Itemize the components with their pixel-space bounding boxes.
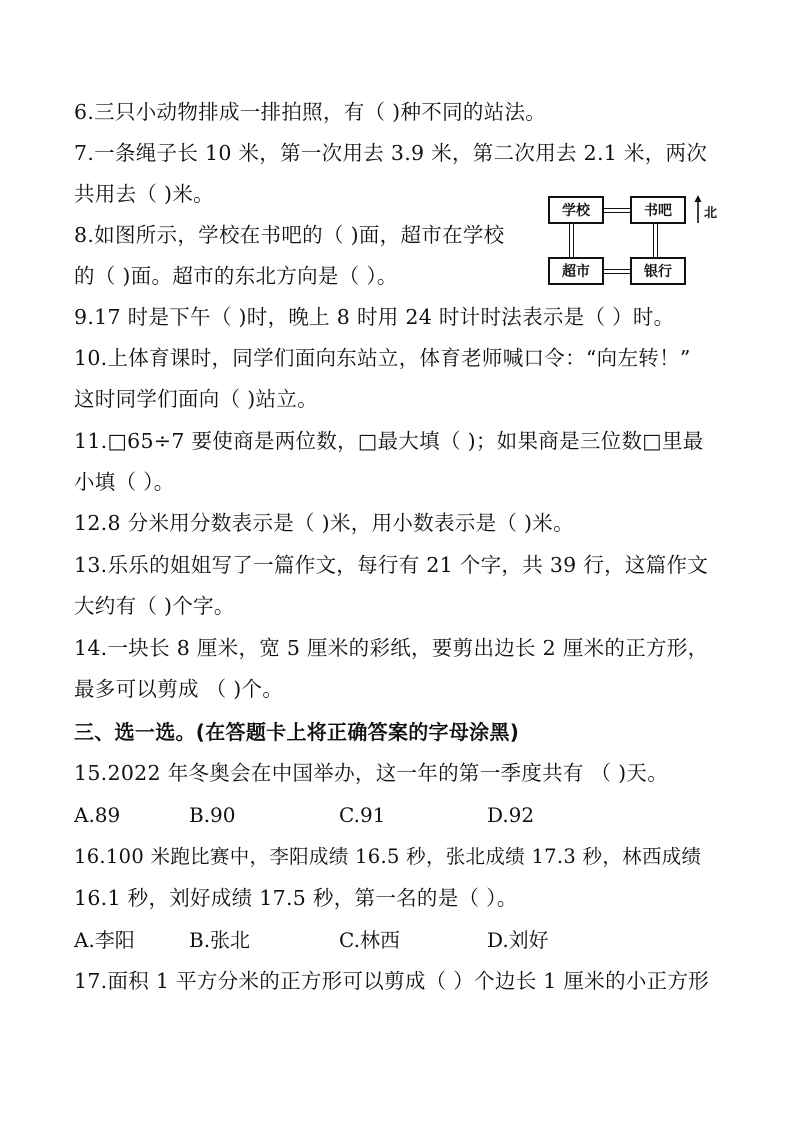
- question-14-line1: 14.一块长 8 厘米，宽 5 厘米的彩纸，要剪出边长 2 厘米的正方形，: [74, 636, 709, 660]
- q16-option-a: A.李阳: [74, 928, 135, 952]
- q15-option-a: A.89: [74, 803, 121, 827]
- map-bookbar: 书吧: [630, 196, 686, 224]
- section-3-heading: 三、选一选。(在答题卡上将正确答案的字母涂黑): [74, 720, 520, 744]
- question-10-line2: 这时同学们面向（ )站立。: [74, 387, 318, 411]
- q16-option-d: D.刘好: [487, 928, 549, 952]
- q15-option-b: B.90: [189, 803, 236, 827]
- question-14-line2: 最多可以剪成 （ )个。: [74, 677, 284, 701]
- question-7-line1: 7.一条绳子长 10 米，第一次用去 3.9 米，第二次用去 2.1 米，两次: [74, 141, 708, 165]
- map-school: 学校: [548, 196, 604, 224]
- q16-option-c: C.林西: [339, 928, 400, 952]
- map-bank: 银行: [630, 257, 686, 285]
- question-11-line2: 小填（ ）。: [74, 470, 175, 494]
- question-13-line2: 大约有（ )个字。: [74, 594, 235, 618]
- north-arrow-icon: [693, 195, 703, 225]
- question-16-line2: 16.1 秒，刘好成绩 17.5 秒，第一名的是（ ）。: [74, 886, 518, 910]
- question-8-line2: 的（ )面。超市的东北方向是（ ）。: [74, 264, 398, 288]
- north-label: 北: [704, 206, 718, 221]
- question-8-line1: 8.如图所示，学校在书吧的（ )面，超市在学校: [74, 223, 505, 247]
- q15-option-c: C.91: [339, 803, 386, 827]
- question-9: 9.17 时是下午（ )时，晚上 8 时用 24 时计时法表示是（ ）时。: [74, 305, 675, 329]
- q16-option-b: B.张北: [189, 928, 251, 952]
- question-7-line2: 共用去（ )米。: [74, 182, 214, 206]
- question-17: 17.面积 1 平方分米的正方形可以剪成（ ）个边长 1 厘米的小正方形: [74, 969, 710, 993]
- question-10-line1: 10.上体育课时，同学们面向东站立，体育老师喊口令：“向左转！”: [74, 346, 691, 370]
- question-15: 15.2022 年冬奥会在中国举办，这一年的第一季度共有 （ )天。: [74, 761, 669, 785]
- question-16-line1: 16.100 米跑比赛中，李阳成绩 16.5 秒，张北成绩 17.3 秒，林西成绩: [74, 845, 702, 868]
- question-12: 12.8 分米用分数表示是（ )米，用小数表示是（ )米。: [74, 511, 574, 535]
- map-supermarket: 超市: [548, 257, 604, 285]
- question-6: 6.三只小动物排成一排拍照，有（ )种不同的站法。: [74, 100, 547, 124]
- question-11-line1: 11.□65÷7 要使商是两位数，□最大填（ )；如果商是三位数□里最: [74, 429, 704, 453]
- question-13-line1: 13.乐乐的姐姐写了一篇作文，每行有 21 个字，共 39 行，这篇作文: [74, 553, 709, 577]
- direction-map-figure: [548, 192, 748, 292]
- q15-option-d: D.92: [487, 803, 535, 827]
